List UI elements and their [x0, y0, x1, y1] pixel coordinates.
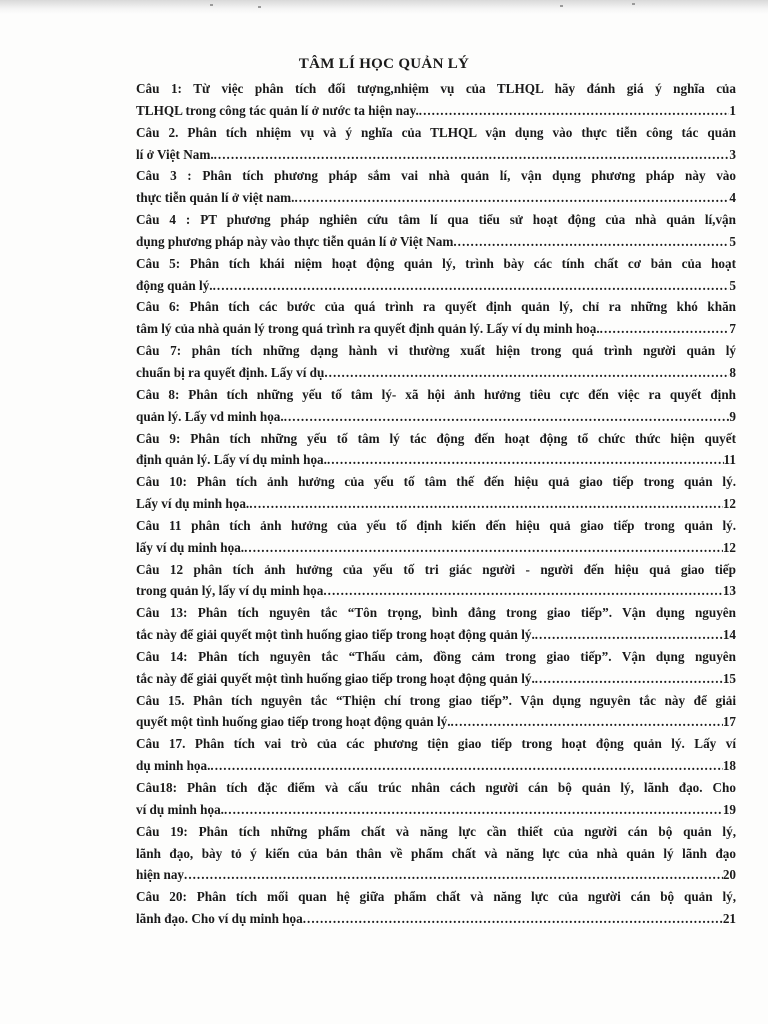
- toc-entry-last-line: [136, 406, 736, 428]
- toc-entry[interactable]: [136, 253, 736, 297]
- toc-entry[interactable]: [136, 209, 736, 253]
- toc-entry-last-line: [136, 493, 736, 515]
- toc-entry-text: trong quản lý, lấy ví dụ minh họa: [136, 583, 324, 599]
- toc-entry-text: dụ minh họa.: [136, 758, 211, 774]
- toc-entry-line: Câu 7: phân tích những dạng hành vi thường xuất hiện trong quá trình người quản lý: [136, 343, 736, 359]
- toc-entry[interactable]: [136, 428, 736, 472]
- toc-entry[interactable]: [136, 690, 736, 734]
- toc-entry[interactable]: [136, 821, 736, 887]
- toc-entry-last-line: [136, 449, 736, 471]
- page-number: 20: [722, 867, 736, 883]
- page-number: 3: [729, 146, 736, 162]
- dot-leader: [327, 449, 724, 471]
- toc-entry-last-line: [136, 100, 736, 122]
- page-number: 7: [729, 321, 736, 337]
- toc-entry-text: hiện nay: [136, 867, 185, 883]
- toc-entry-text: quyết một tình huống giao tiếp trong hoạt động quản lý.: [136, 714, 451, 730]
- page-number: 12: [722, 539, 736, 555]
- toc-entry-last-line: [136, 144, 736, 166]
- dot-leader: [535, 624, 723, 646]
- dot-leader: [451, 711, 723, 733]
- scan-edge-shadow: [0, 0, 768, 14]
- page-number: 13: [722, 583, 736, 599]
- toc-entry-line: Câu 4 : PT phương pháp nghiên cứu tâm lí qua tiểu sử hoạt động của nhà quản lí,vận: [136, 212, 736, 228]
- page-number: 1: [729, 102, 736, 118]
- page-title: TÂM LÍ HỌC QUẢN LÝ: [298, 56, 470, 72]
- dot-leader: [600, 318, 730, 340]
- scan-speck: [632, 3, 635, 5]
- toc-entry[interactable]: [136, 122, 736, 166]
- dot-leader: [224, 799, 723, 821]
- page-number: 5: [729, 233, 736, 249]
- toc-entry[interactable]: [136, 777, 736, 821]
- toc-entry[interactable]: [136, 733, 736, 777]
- toc-entry-line: Câu 11 phân tích ảnh hưởng của yếu tố định kiến đến hiệu quả giao tiếp trong quản lý.: [136, 517, 736, 533]
- dot-leader: [535, 668, 723, 690]
- page-number: 11: [723, 452, 736, 468]
- toc-entry-line: Câu 12 phân tích ảnh hưởng của yếu tố tri giác người - người đến hiệu quả giao tiếp: [136, 561, 736, 577]
- toc-entry-last-line: [136, 908, 736, 930]
- scan-speck: [210, 4, 213, 6]
- page-number: 17: [722, 714, 736, 730]
- toc-entry-last-line: [136, 362, 736, 384]
- dot-leader: [303, 908, 723, 930]
- toc-entry[interactable]: [136, 78, 736, 122]
- toc-entry-line: Câu 6: Phân tích các bước của quá trình ra quyết định quản lý, chỉ ra những khó khăn: [136, 299, 736, 315]
- toc-entry-line: Câu 5: Phân tích khái niệm hoạt động quản lý, trình bày các tính chất cơ bản của hoạt: [136, 255, 736, 271]
- toc-entry-line: Câu 19: Phân tích những phẩm chất và năng lực cần thiết của người cán bộ quản lý,: [136, 823, 736, 839]
- toc-entry[interactable]: [136, 602, 736, 646]
- toc-entry-last-line: [136, 580, 736, 602]
- toc-entry-last-line: [136, 711, 736, 733]
- toc-entry-text: động quản lý.: [136, 277, 213, 293]
- dot-leader: [244, 537, 723, 559]
- toc-entry-last-line: [136, 275, 736, 297]
- page-number: 15: [722, 670, 736, 686]
- toc-entry-line: Câu 10: Phân tích ảnh hưởng của yếu tố tâm thế đến hiệu quả giao tiếp trong quản lý.: [136, 474, 736, 490]
- toc-entry[interactable]: [136, 296, 736, 340]
- toc-entry-line: Câu 14: Phân tích nguyên tắc “Thấu cảm, đồng cảm trong giao tiếp”. Vận dụng nguyên: [136, 648, 736, 664]
- scan-speck: [258, 6, 261, 8]
- dot-leader: [284, 406, 730, 428]
- toc-entry-text: thực tiễn quản lí ở việt nam.: [136, 190, 295, 206]
- toc-entry-last-line: [136, 755, 736, 777]
- toc-entry-last-line: [136, 799, 736, 821]
- toc-entry-last-line: [136, 624, 736, 646]
- dot-leader: [214, 144, 730, 166]
- toc-entry-last-line: [136, 187, 736, 209]
- toc-entry-text: tâm lý của nhà quản lý trong quá trình ra quyết định quản lý. Lấy ví dụ minh hoạ.: [136, 321, 600, 337]
- toc-entry[interactable]: [136, 559, 736, 603]
- dot-leader: [249, 493, 723, 515]
- page-number: 14: [722, 627, 736, 643]
- toc-entry[interactable]: [136, 886, 736, 930]
- page-number: 8: [729, 364, 736, 380]
- toc-entry-text: tắc này để giải quyết một tình huống giao tiếp trong hoạt động quản lý.: [136, 627, 535, 643]
- toc-entry-line: Câu 15. Phân tích nguyên tắc “Thiện chí trong giao tiếp”. Vận dụng nguyên tắc này để giải: [136, 692, 736, 708]
- toc-entry-line: Câu 13: Phân tích nguyên tắc “Tôn trọng, bình đẳng trong giao tiếp”. Vận dụng nguyên: [136, 605, 736, 621]
- toc-entry[interactable]: [136, 384, 736, 428]
- toc-entry[interactable]: [136, 646, 736, 690]
- toc-entry-line: lãnh đạo, bày tỏ ý kiến của bản thân về phẩm chất và năng lực của nhà quản lý lãnh đạo: [136, 845, 736, 861]
- toc-entry[interactable]: [136, 165, 736, 209]
- toc-entry-text: TLHQL trong công tác quản lí ở nước ta hiện nay.: [136, 102, 419, 118]
- toc-entry-last-line: [136, 231, 736, 253]
- page-number: 21: [722, 911, 736, 927]
- page-number: 12: [722, 496, 736, 512]
- dot-leader: [294, 187, 729, 209]
- page-number: 18: [722, 758, 736, 774]
- toc-entry[interactable]: [136, 471, 736, 515]
- toc-entry-line: Câu18: Phân tích đặc điểm và cấu trúc nhân cách người cán bộ quản lý, lãnh đạo. Cho: [136, 780, 736, 795]
- dot-leader: [184, 864, 723, 886]
- toc-entry-line: Câu 9: Phân tích những yếu tố tâm lý tác động đến hoạt động tổ chức thức hiện quyết: [136, 430, 736, 446]
- dot-leader: [453, 231, 729, 253]
- toc-entry[interactable]: [136, 515, 736, 559]
- dot-leader: [323, 580, 722, 602]
- toc-entry-text: lãnh đạo. Cho ví dụ minh họa: [136, 911, 303, 927]
- toc-entry-last-line: [136, 318, 736, 340]
- table-of-contents: [136, 78, 736, 930]
- toc-entry-line: Câu 1: Từ việc phân tích đối tượng,nhiệm vụ của TLHQL hãy đánh giá ý nghĩa của: [136, 81, 736, 96]
- toc-entry-text: Lấy ví dụ minh họa.: [136, 496, 250, 512]
- toc-entry[interactable]: [136, 340, 736, 384]
- toc-entry-line: Câu 3 : Phân tích phương pháp sắm vai nhà quản lí, vận dụng phương pháp này vào: [136, 168, 736, 184]
- toc-entry-text: lấy ví dụ minh họa.: [136, 539, 245, 555]
- toc-entry-line: Câu 17. Phân tích vai trò của các phương tiện giao tiếp trong hoạt động quản lý. Lấy ví: [136, 736, 736, 752]
- page-number: 4: [729, 190, 736, 206]
- dot-leader: [213, 275, 730, 297]
- page-number: 5: [729, 277, 736, 293]
- toc-entry-text: ví dụ minh họa.: [136, 801, 224, 817]
- toc-entry-text: quản lý. Lấy vd minh họa.: [136, 408, 284, 424]
- toc-entry-last-line: [136, 537, 736, 559]
- scan-speck: [560, 5, 563, 7]
- dot-leader: [324, 362, 729, 384]
- toc-entry-line: Câu 2. Phân tích nhiệm vụ và ý nghĩa của TLHQL vận dụng vào thực tiễn công tác quản: [136, 124, 736, 140]
- page-number: 9: [729, 408, 736, 424]
- toc-entry-last-line: [136, 864, 736, 886]
- toc-entry-line: Câu 8: Phân tích những yếu tố tâm lý- xã hội ảnh hưởng tiêu cực đến việc ra quyết định: [136, 386, 736, 402]
- toc-entry-text: định quản lý. Lấy ví dụ minh họa.: [136, 452, 327, 468]
- page-number: 19: [722, 801, 736, 817]
- dot-leader: [210, 755, 722, 777]
- toc-entry-last-line: [136, 668, 736, 690]
- toc-entry-line: Câu 20: Phân tích mối quan hệ giữa phẩm chất và năng lực của người cán bộ quản lý,: [136, 889, 736, 905]
- dot-leader: [419, 100, 730, 122]
- toc-entry-text: tắc này để giải quyết một tình huống giao tiếp trong hoạt động quản lý.: [136, 670, 535, 686]
- toc-entry-text: dụng phương pháp này vào thực tiễn quản lí ở Việt Nam: [136, 233, 454, 249]
- toc-entry-text: lí ở Việt Nam.: [136, 146, 214, 162]
- toc-entry-text: chuẩn bị ra quyết định. Lấy ví dụ: [136, 364, 325, 380]
